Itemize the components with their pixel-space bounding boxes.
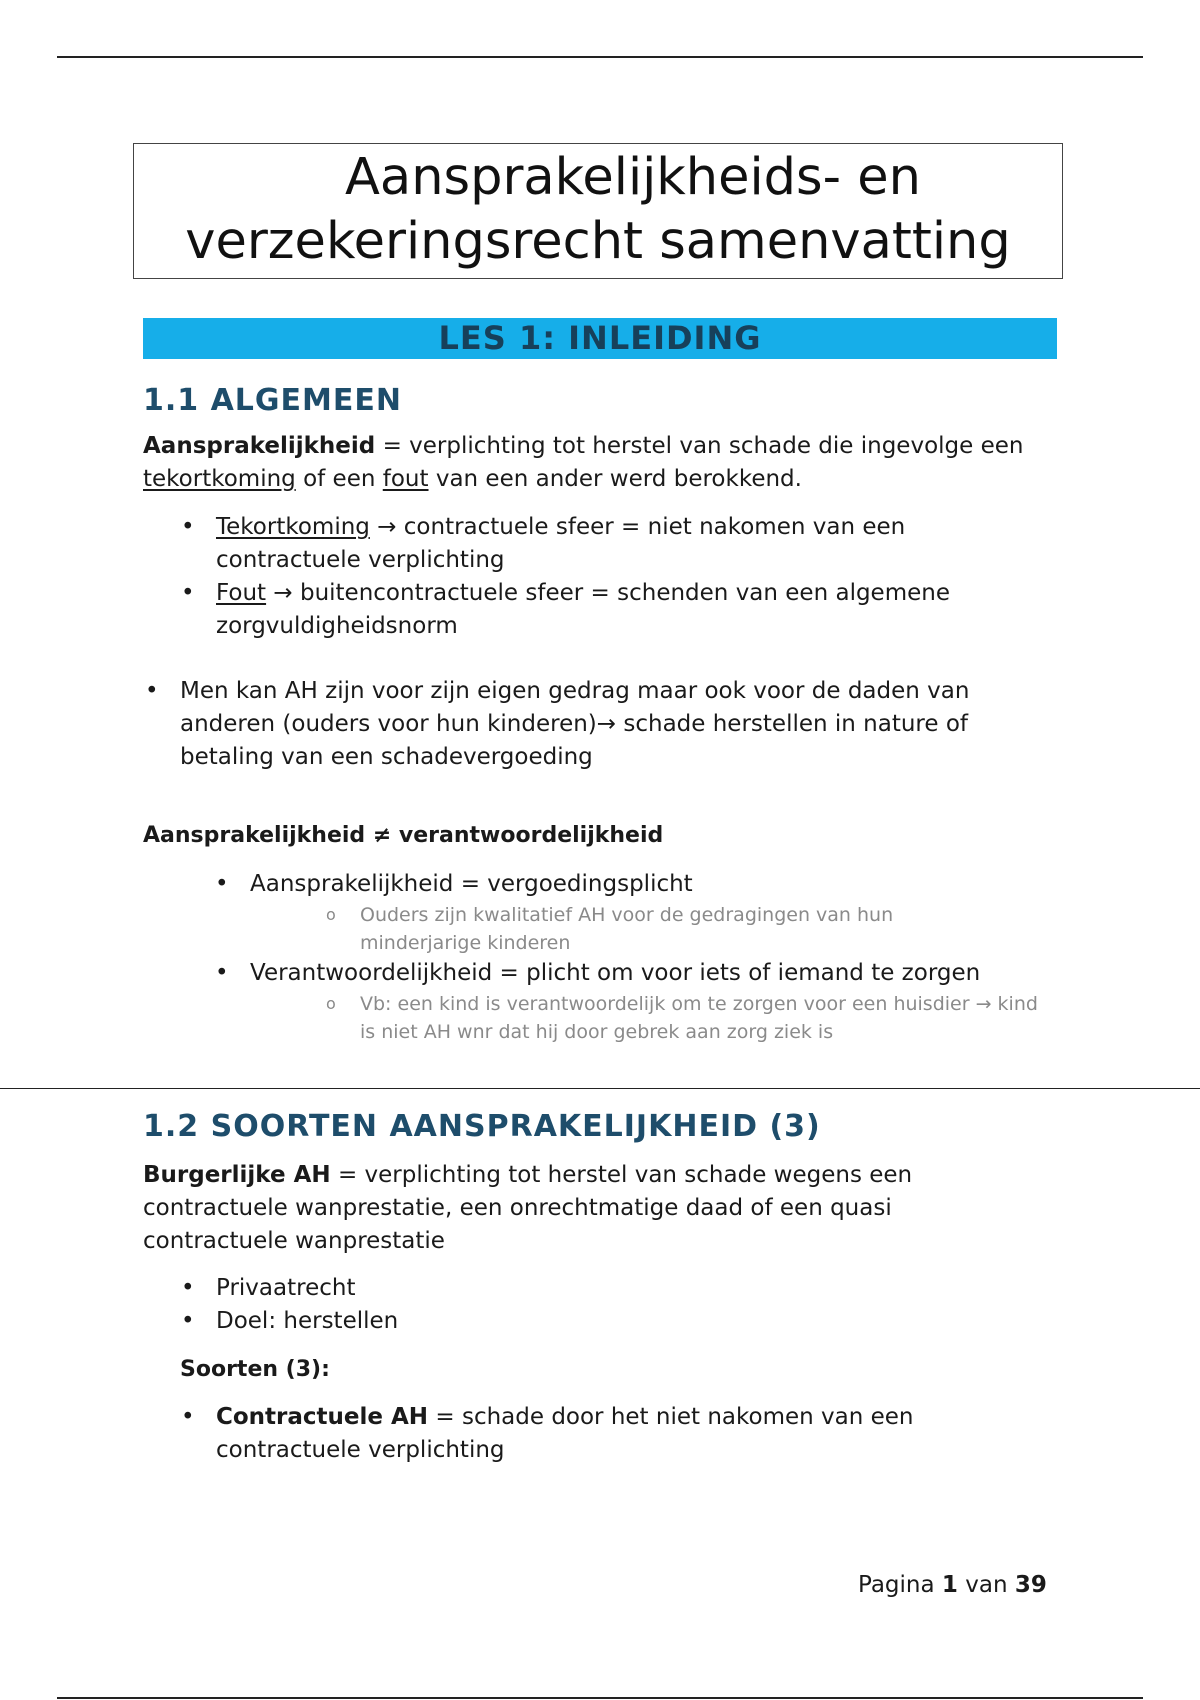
chapter-heading: LES 1: INLEIDING: [143, 318, 1057, 359]
definition-text: of een: [295, 466, 383, 492]
total-page-count: 39: [1014, 1572, 1047, 1598]
sub-list-item: o Vb: een kind is verantwoordelijk om te zorgen voor een huisdier → kind is niet AH wnr dat hij door gebrek aan zorg ziek is: [360, 990, 1040, 1046]
list-item: • Men kan AH zijn voor zijn eigen gedrag maar ook voor de daden van anderen (ouders voor hun kinderen)→ schade herstellen in nature of betaling van een schadevergoeding: [180, 675, 1040, 774]
definition-bullet-list: [216, 511, 1006, 643]
list-item: • Doel: herstellen: [216, 1305, 1006, 1338]
section-divider: [0, 1088, 1200, 1089]
definition-text: van een ander werd berokkend.: [428, 466, 802, 492]
title-line-1: Aansprakelijkheids- en: [345, 148, 921, 207]
current-page-number: 1: [941, 1572, 958, 1598]
term-fout: fout: [382, 466, 429, 492]
section-heading-1-2: 1.2 SOORTEN AANSPRAKELIJKHEID (3): [143, 1109, 821, 1144]
list-item: [250, 868, 1050, 957]
definition-burgerlijke-ah: [143, 1159, 993, 1258]
definition-text: = verplichting tot herstel van schade wegens een contractuele wanprestatie, een onrechtmatige daad of een quasi contractuele wanprestatie: [143, 1162, 913, 1254]
document-title: [133, 143, 1063, 279]
list-item: [216, 511, 1006, 577]
contrast-list: [250, 868, 1050, 1046]
bullet-text: Verantwoordelijkheid = plicht om voor iets of iemand te zorgen: [250, 960, 981, 986]
section-heading-1-1: 1.1 ALGEMEEN: [143, 383, 402, 418]
extra-bullet-list: [180, 675, 1040, 774]
bullet-text: = schade door het niet nakomen van een contractuele verplichting: [216, 1404, 914, 1463]
definition-text: = verplichting tot herstel van schade die ingevolge een: [375, 433, 1024, 459]
definition-aansprakelijkheid: [143, 430, 1043, 496]
footer-text: Pagina: [858, 1572, 942, 1598]
types-list: [216, 1401, 1006, 1467]
footer-rule: [57, 1697, 1143, 1699]
term-tekortkoming: tekortkoming: [143, 466, 296, 492]
bullet-term: Fout: [216, 580, 267, 606]
bullet-text: → contractuele sfeer = niet nakomen van een contractuele verplichting: [216, 514, 906, 573]
contrast-heading: Aansprakelijkheid ≠ verantwoordelijkheid: [143, 823, 664, 848]
burgerlijke-ah-bullets: [216, 1272, 1006, 1338]
definition-term: Aansprakelijkheid: [143, 433, 376, 459]
sub-list-item: o Ouders zijn kwalitatief AH voor de gedragingen van hun minderjarige kinderen: [360, 901, 1000, 957]
list-item: [250, 957, 1050, 1046]
bullet-term: Tekortkoming: [216, 514, 370, 540]
bullet-term: Contractuele AH: [216, 1404, 429, 1430]
page-footer: [858, 1569, 1047, 1602]
title-line-2: verzekeringsrecht samenvatting: [185, 212, 1011, 271]
bullet-text: Aansprakelijkheid = vergoedingsplicht: [250, 871, 693, 897]
footer-text: van: [957, 1572, 1015, 1598]
list-item: [216, 577, 1006, 643]
types-heading: Soorten (3):: [180, 1357, 330, 1382]
header-rule: [57, 56, 1143, 58]
sub-list: [360, 990, 1040, 1046]
list-item: [216, 1401, 1006, 1467]
bullet-text: → buitencontractuele sfeer = schenden van een algemene zorgvuldigheidsnorm: [216, 580, 950, 639]
sub-list: [360, 901, 1000, 957]
definition-term: Burgerlijke AH: [143, 1162, 331, 1188]
list-item: • Privaatrecht: [216, 1272, 1006, 1305]
